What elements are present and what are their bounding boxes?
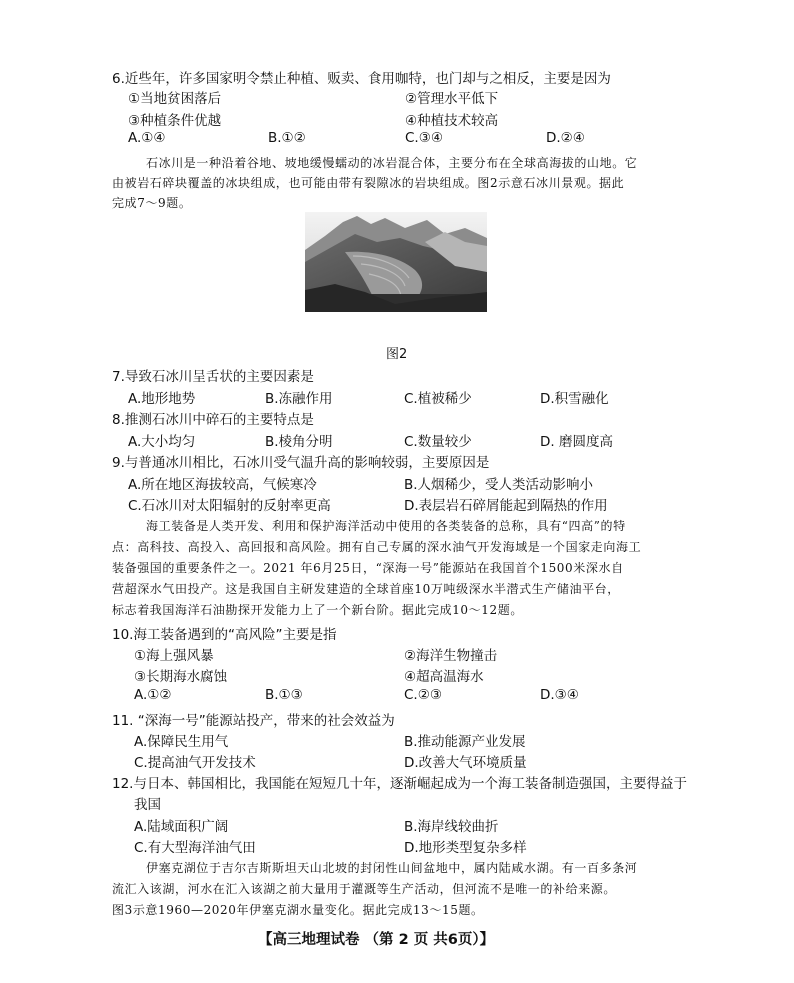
passage1-line2: 由被岩石碎块覆盖的冰块组成，也可能由带有裂隙冰的岩块组成。图2示意石冰川景观。据此	[112, 176, 625, 190]
q11-choice-a: A.保障民生用气	[134, 734, 229, 750]
passage2-line5: 标志着我国海洋石油勘探开发能力上了一个新台阶。据此完成10～12题。	[112, 603, 523, 617]
q7-choice-b: B.冻融作用	[265, 391, 333, 407]
passage2-line2: 点：高科技、高投入、高回报和高风险。拥有自己专属的深水油气开发海域是一个国家走向海工	[112, 540, 642, 554]
q8-choice-a: A.大小均匀	[128, 434, 196, 450]
q10-option-4: ④超高温海水	[404, 669, 484, 685]
q6-option-1: ①当地贫困落后	[128, 91, 222, 107]
passage1-line1: 石冰川是一种沿着谷地、坡地缓慢蠕动的冰岩混合体，主要分布在全球高海拔的山地。它	[146, 156, 638, 170]
q12-choice-b: B.海岸线较曲折	[404, 819, 499, 835]
q12-choice-c: C.有大型海洋油气田	[134, 840, 256, 856]
passage3-line1: 伊塞克湖位于吉尔吉斯斯坦天山北坡的封闭性山间盆地中，属内陆咸水湖。有一百多条河	[146, 861, 638, 875]
q9-choice-c: C.石冰川对太阳辐射的反射率更高	[128, 498, 331, 514]
passage2-line4: 营超深水气田投产。这是我国自主研发建造的全球首座10万吨级深水半潜式生产储油平台，	[112, 582, 620, 596]
q7-choice-a: A.地形地势	[128, 391, 196, 407]
q6-option-4: ④种植技术较高	[405, 113, 499, 129]
q6-option-2: ②管理水平低下	[405, 91, 499, 107]
q12-stem-cont: 我国	[134, 797, 161, 813]
passage1-line3: 完成7～9题。	[112, 196, 192, 210]
q8-stem: 8.推测石冰川中碎石的主要特点是	[112, 412, 314, 428]
q9-stem: 9.与普通冰川相比，石冰川受气温升高的影响较弱，主要原因是	[112, 455, 490, 471]
rock-glacier-photo	[305, 212, 487, 312]
q11-choice-b: B.推动能源产业发展	[404, 734, 526, 750]
q12-choice-a: A.陆域面积广阔	[134, 819, 229, 835]
q7-choice-c: C.植被稀少	[404, 391, 472, 407]
q8-choice-d: D. 磨圆度高	[540, 434, 613, 450]
q12-stem: 12.与日本、韩国相比，我国能在短短几十年，逐渐崛起成为一个海工装备制造强国，主要得益于	[112, 776, 687, 792]
q9-choice-b: B.人烟稀少，受人类活动影响小	[404, 477, 594, 493]
q10-choice-c: C.②③	[404, 687, 442, 703]
q6-option-3: ③种植条件优越	[128, 113, 222, 129]
q10-option-3: ③长期海水腐蚀	[134, 669, 228, 685]
q11-stem: 11. “深海一号”能源站投产，带来的社会效益为	[112, 713, 395, 729]
q10-option-1: ①海上强风暴	[134, 648, 214, 664]
passage3-line3: 图3示意1960—2020年伊塞克湖水量变化。据此完成13～15题。	[112, 903, 484, 917]
q10-choice-a: A.①②	[134, 687, 172, 703]
page-footer: 【高三地理试卷 （第 2 页 共6页）】	[258, 932, 495, 948]
passage3-line2: 流汇入该湖，河水在汇入该湖之前大量用于灌溉等生产活动，但河流不是唯一的补给来源。	[112, 882, 617, 896]
q9-choice-a: A.所在地区海拔较高，气候寒冷	[128, 477, 317, 493]
q6-stem: 6.近些年，许多国家明令禁止种植、贩卖、食用咖特，也门却与之相反，主要是因为	[112, 71, 611, 87]
passage2-line1: 海工装备是人类开发、利用和保护海洋活动中使用的各类装备的总称，具有“四高”的特	[146, 519, 626, 533]
q10-choice-d: D.③④	[540, 687, 579, 703]
q10-choice-b: B.①③	[265, 687, 303, 703]
q7-stem: 7.导致石冰川呈舌状的主要因素是	[112, 369, 314, 385]
q6-choice-c: C.③④	[405, 130, 443, 146]
q11-choice-c: C.提高油气开发技术	[134, 755, 256, 771]
q10-stem: 10.海工装备遇到的“高风险”主要是指	[112, 627, 337, 643]
q8-choice-c: C.数量较少	[404, 434, 472, 450]
q7-choice-d: D.积雪融化	[540, 391, 609, 407]
q9-choice-d: D.表层岩石碎屑能起到隔热的作用	[404, 498, 608, 514]
q6-choice-d: D.②④	[546, 130, 585, 146]
passage2-line3: 装备强国的重要条件之一。2021 年6月25日，“深海一号”能源站在我国首个1500米深水自	[112, 561, 624, 575]
q12-choice-d: D.地形类型复杂多样	[404, 840, 527, 856]
q11-choice-d: D.改善大气环境质量	[404, 755, 527, 771]
q10-option-2: ②海洋生物撞击	[404, 648, 498, 664]
q8-choice-b: B.棱角分明	[265, 434, 333, 450]
q6-choice-a: A.①④	[128, 130, 166, 146]
q6-choice-b: B.①②	[268, 130, 306, 146]
figure-caption: 图2	[386, 347, 408, 362]
